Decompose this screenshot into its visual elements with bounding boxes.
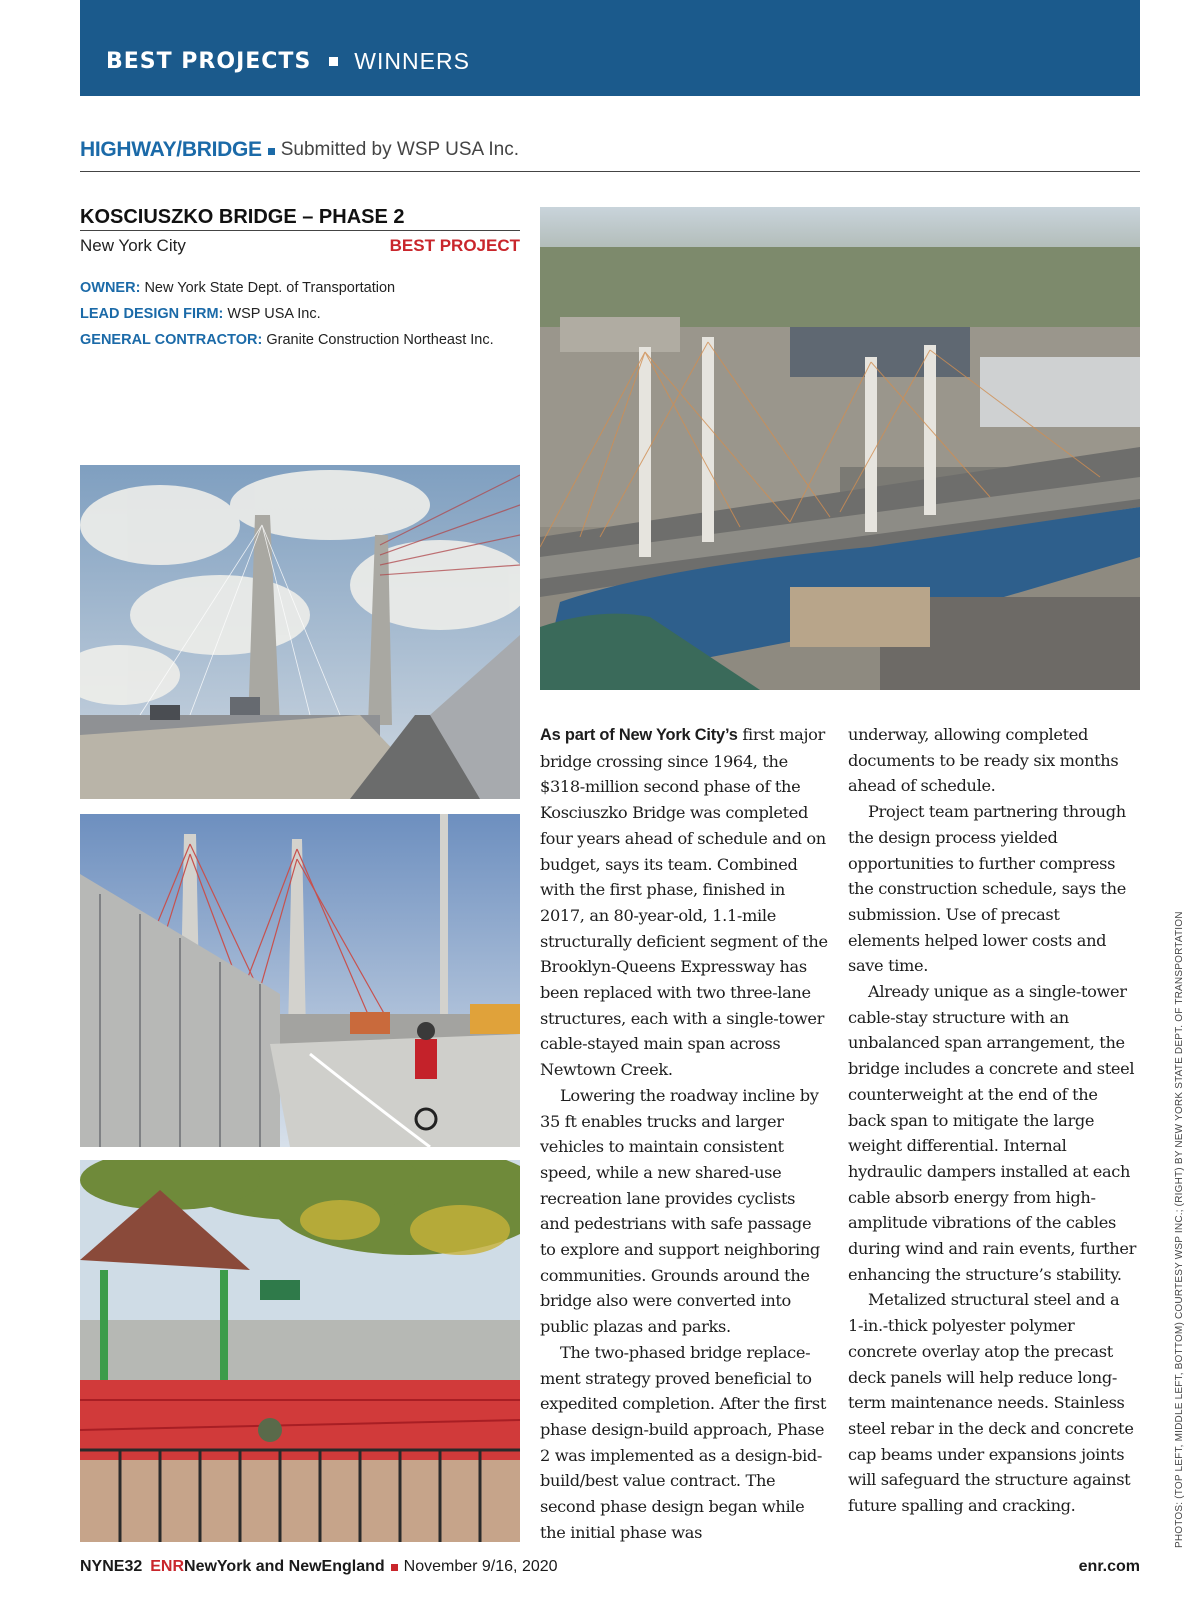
enr-logo: ENR xyxy=(150,1558,185,1575)
project-credits xyxy=(80,275,520,353)
bridge-walkway-photo xyxy=(80,465,520,799)
site-url[interactable]: enr.com xyxy=(1078,1558,1140,1575)
category-label: HIGHWAY/BRIDGE xyxy=(80,138,262,161)
issue-date: November 9/16, 2020 xyxy=(403,1558,558,1575)
design-firm-value: WSP USA Inc. xyxy=(227,306,321,322)
section-banner xyxy=(80,0,1140,96)
contractor-line xyxy=(80,327,520,353)
section-label: BEST PROJECTS xyxy=(106,49,312,74)
page-number: NYNE32 xyxy=(80,1558,143,1575)
design-firm-line xyxy=(80,301,520,327)
owner-label: OWNER: xyxy=(80,280,141,296)
subsection-label: WINNERS xyxy=(354,48,470,74)
aerial-bridge-photo xyxy=(540,207,1140,690)
cyclist-bridge-photo xyxy=(80,814,520,1147)
contractor-label: GENERAL CONTRACTOR: xyxy=(80,332,263,348)
page-footer xyxy=(80,1558,1140,1576)
project-location: New York City xyxy=(80,235,186,255)
article-paragraph-5: Project team partnering through the design process yielded opportunities to further compress the construction schedule, says the submission. Use of precast elements helped lower costs and save time. xyxy=(848,802,1126,976)
owner-value: New York State Dept. of Transportation xyxy=(144,280,396,296)
square-bullet-icon xyxy=(268,148,275,155)
design-firm-label: LEAD DESIGN FIRM: xyxy=(80,306,224,322)
category-row xyxy=(80,138,1140,172)
award-badge: BEST PROJECT xyxy=(389,235,520,255)
article-lead: As part of New York City’s xyxy=(540,726,738,744)
article-paragraph-2: Lowering the roadway incline by 35 ft enables trucks and larger vehicles to maintain consistent speed, while a new shared-use recreation lane provides cyclists and pedestrians with safe passage to explore and support neighboring communities. Grounds around the bridge also were converted into public plazas and parks. xyxy=(540,1085,820,1337)
photo-credit: PHOTOS: (TOP LEFT, MIDDLE LEFT, BOTTOM) COURTESY WSP INC.; (RIGHT) BY NEW YORK STATE DEPT. OF TRANSPORTATION xyxy=(1174,911,1185,1548)
article-column-2 xyxy=(848,722,1136,1519)
article-paragraph-1: first major bridge crossing since 1964, the $318-million second phase of the Kosciuszko Bridge was completed four years ahead of schedule and on budget, says its team. Combined with the first phase, finished in 2017, an 80-year-old, 1.1-mile structurally deficient segment of the Brooklyn-Queens Expressway has been replaced with two three-lane structures, each with a single-tower cable-stayed main span across Newtown Creek. xyxy=(540,725,828,1080)
project-title: KOSCIUSZKO BRIDGE – PHASE 2 xyxy=(80,206,405,228)
publication-name: NewYork and NewEngland xyxy=(184,1558,385,1575)
submitted-by: Submitted by WSP USA Inc. xyxy=(280,139,520,160)
article-paragraph-3: The two-phased bridge replacement strategy proved beneficial to expedited completion. After the first phase design-build approach, Phase 2 was implemented as a design-bid-build/best value contract. The second phase design began while the initial phase was xyxy=(540,1342,826,1542)
footer-left xyxy=(80,1558,558,1576)
article-paragraph-4: underway, allowing completed documents to be ready six months ahead of schedule. xyxy=(848,725,1119,796)
owner-line xyxy=(80,275,520,301)
square-bullet-icon xyxy=(391,1564,398,1571)
article-paragraph-7: Metalized structural steel and a 1-in.-thick polyester polymer concrete overlay atop the precast deck panels will help reduce longterm maintenance needs. Stainless steel rebar in the deck and concrete cap beams under expansions joints will safeguard the structure against future spalling and cracking. xyxy=(848,1290,1134,1516)
article-paragraph-6: Already unique as a single-tower cable-stay structure with an unbalanced span arrangement, the bridge includes a concrete and steel counterweight at the end of the back span to mitigate the large weight differential. Internal hydraulic dampers installed at each cable absorb energy from high-amplitude vibrations of the cables during wind and rain events, further enhancing the structure’s stability. xyxy=(848,982,1136,1284)
article-column-1 xyxy=(540,722,828,1546)
playground-park-photo xyxy=(80,1160,520,1542)
location-row xyxy=(80,230,520,260)
contractor-value: Granite Construction Northeast Inc. xyxy=(266,332,494,348)
square-bullet-icon xyxy=(329,57,338,66)
banner-heading xyxy=(106,48,470,75)
